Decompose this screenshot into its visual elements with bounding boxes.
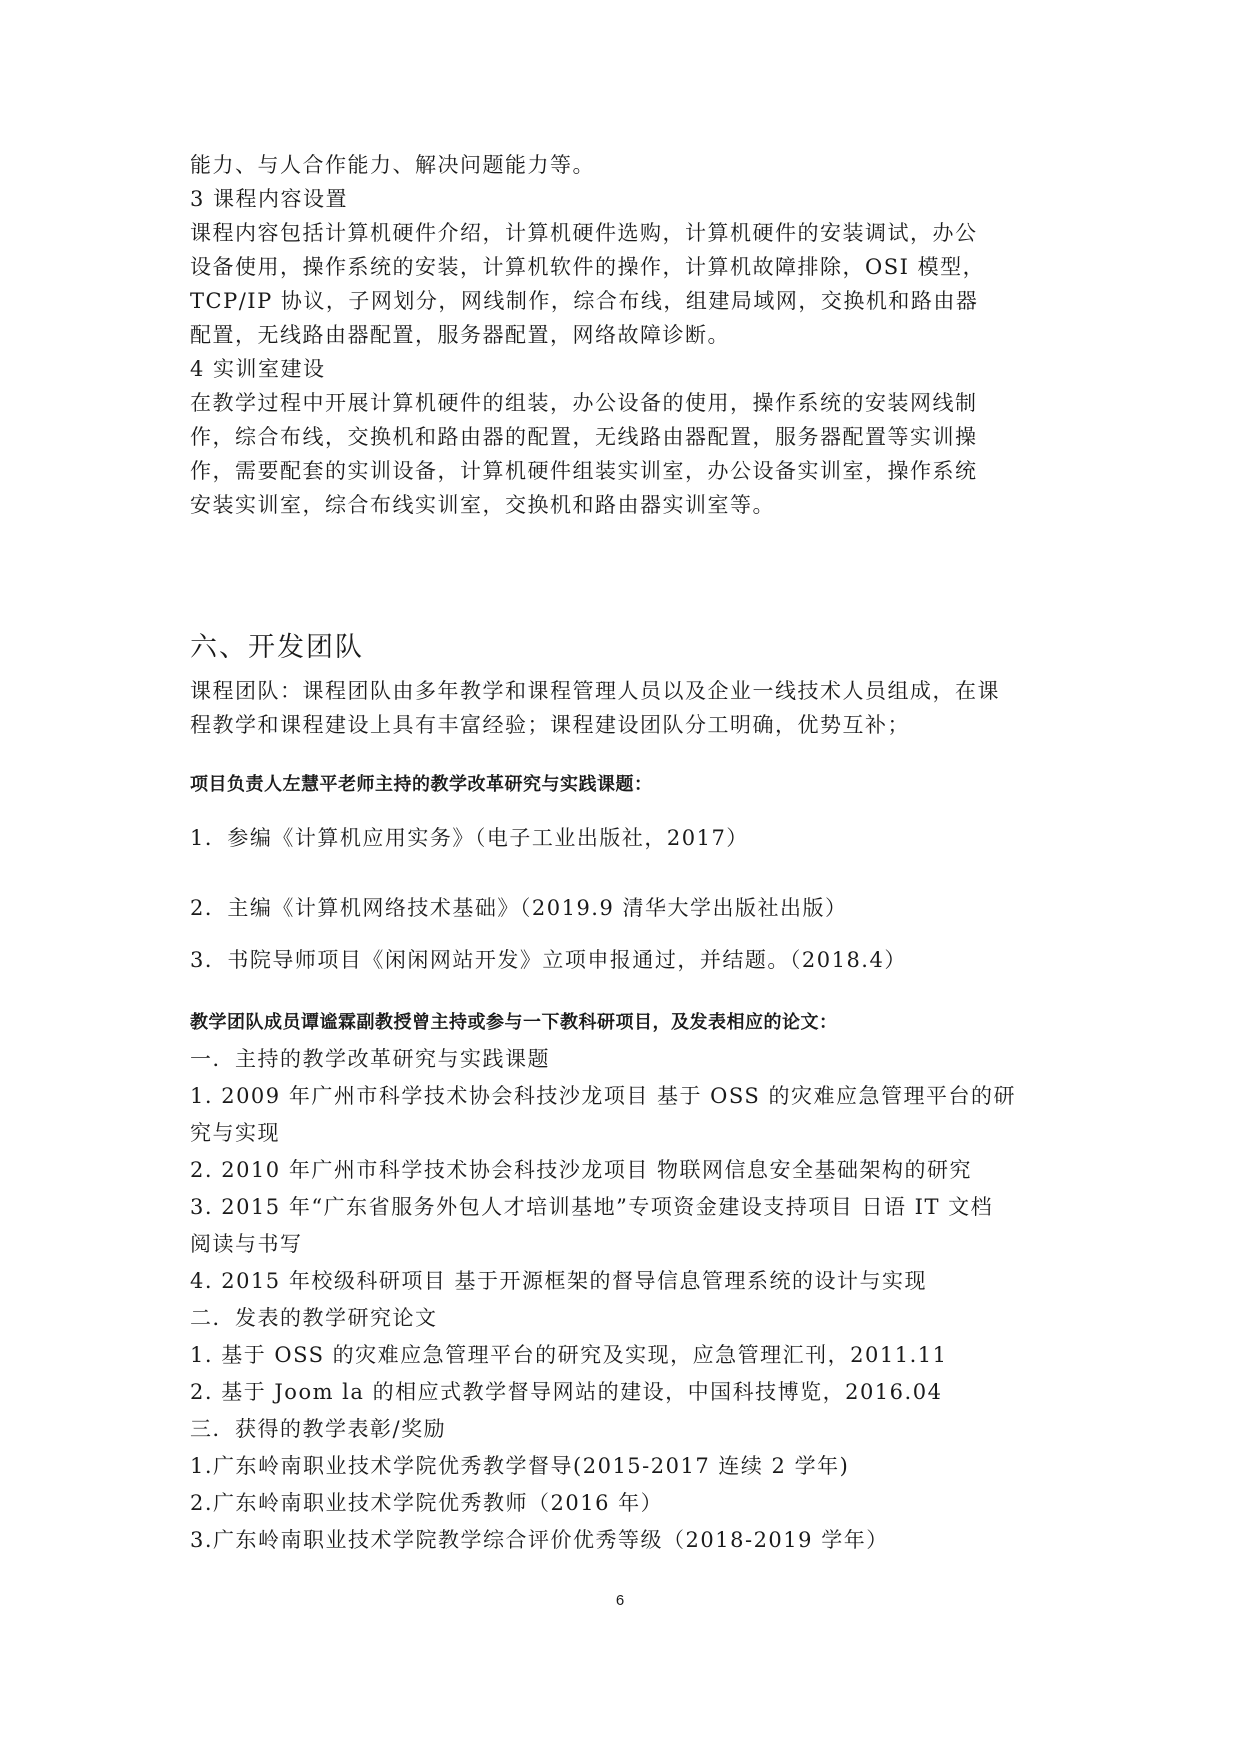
paragraph-line: 课程内容包括计算机硬件介绍，计算机硬件选购，计算机硬件的安装调试，办公 <box>190 221 978 245</box>
leader-item: 3．书院导师项目《闲闲网站开发》立项申报通过，并结题。（2018.4） <box>190 948 907 972</box>
paragraph-line: 安装实训室，综合布线实训室，交换机和路由器实训室等。 <box>190 493 775 517</box>
intro-line: 课程团队：课程团队由多年教学和课程管理人员以及企业一线技术人员组成，在课 <box>190 679 1000 703</box>
member-line: 阅读与书写 <box>190 1232 303 1256</box>
member-line: 2. 基于 Joom la 的相应式教学督导网站的建设，中国科技博览，2016.04 <box>190 1380 943 1404</box>
paragraph-line: 能力、与人合作能力、解决问题能力等。 <box>190 153 595 177</box>
paragraph-line: 在教学过程中开展计算机硬件的组装，办公设备的使用，操作系统的安装网线制 <box>190 391 978 415</box>
member-line: 究与实现 <box>190 1121 280 1145</box>
member-line: 1. 基于 OSS 的灾难应急管理平台的研究及实现，应急管理汇刊，2011.11 <box>190 1343 948 1367</box>
leader-item: 2．主编《计算机网络技术基础》（2019.9 清华大学出版社出版） <box>190 896 848 920</box>
member-line: 2.广东岭南职业技术学院优秀教师（2016 年） <box>190 1491 664 1515</box>
paragraph-line: 作，综合布线，交换机和路由器的配置，无线路由器配置，服务器配置等实训操 <box>190 425 978 449</box>
paragraph-line: 作，需要配套的实训设备，计算机硬件组装实训室，办公设备实训室，操作系统 <box>190 459 978 483</box>
page-number: 6 <box>615 1592 625 1609</box>
intro-line: 程教学和课程建设上具有丰富经验；课程建设团队分工明确，优势互补； <box>190 713 910 737</box>
section-title: 六、开发团队 <box>190 632 364 663</box>
member-line: 4. 2015 年校级科研项目 基于开源框架的督导信息管理系统的设计与实现 <box>190 1269 928 1293</box>
subheading-training-room: 4 实训室建设 <box>190 357 326 381</box>
member-line: 1.广东岭南职业技术学院优秀教学督导(2015-2017 连续 2 学年) <box>190 1454 850 1478</box>
member-line: 3.广东岭南职业技术学院教学综合评价优秀等级（2018-2019 学年） <box>190 1528 889 1552</box>
member-line: 3. 2015 年“广东省服务外包人才培训基地”专项资金建设支持项目 日语 IT 文档 <box>190 1195 994 1219</box>
member-line: 二．发表的教学研究论文 <box>190 1306 438 1330</box>
member-line: 一．主持的教学改革研究与实践课题 <box>190 1047 550 1071</box>
member-line: 1. 2009 年广州市科学技术协会科技沙龙项目 基于 OSS 的灾难应急管理平台的研 <box>190 1084 1016 1108</box>
paragraph-line: 设备使用，操作系统的安装，计算机软件的操作，计算机故障排除，OSI 模型， <box>190 255 986 279</box>
paragraph-line: TCP/IP 协议，子网划分，网线制作，综合布线，组建局域网，交换机和路由器 <box>190 289 979 313</box>
member-heading: 教学团队成员谭谧霖副教授曾主持或参与一下教科研项目，及发表相应的论文： <box>190 1012 838 1033</box>
member-line: 2. 2010 年广州市科学技术协会科技沙龙项目 物联网信息安全基础架构的研究 <box>190 1158 973 1182</box>
leader-item: 1．参编《计算机应用实务》（电子工业出版社，2017） <box>190 826 749 850</box>
member-line: 三．获得的教学表彰/奖励 <box>190 1417 447 1441</box>
paragraph-line: 配置，无线路由器配置，服务器配置，网络故障诊断。 <box>190 323 730 347</box>
subheading-course-content: 3 课程内容设置 <box>190 187 349 211</box>
leader-heading: 项目负责人左慧平老师主持的教学改革研究与实践课题： <box>190 774 653 795</box>
